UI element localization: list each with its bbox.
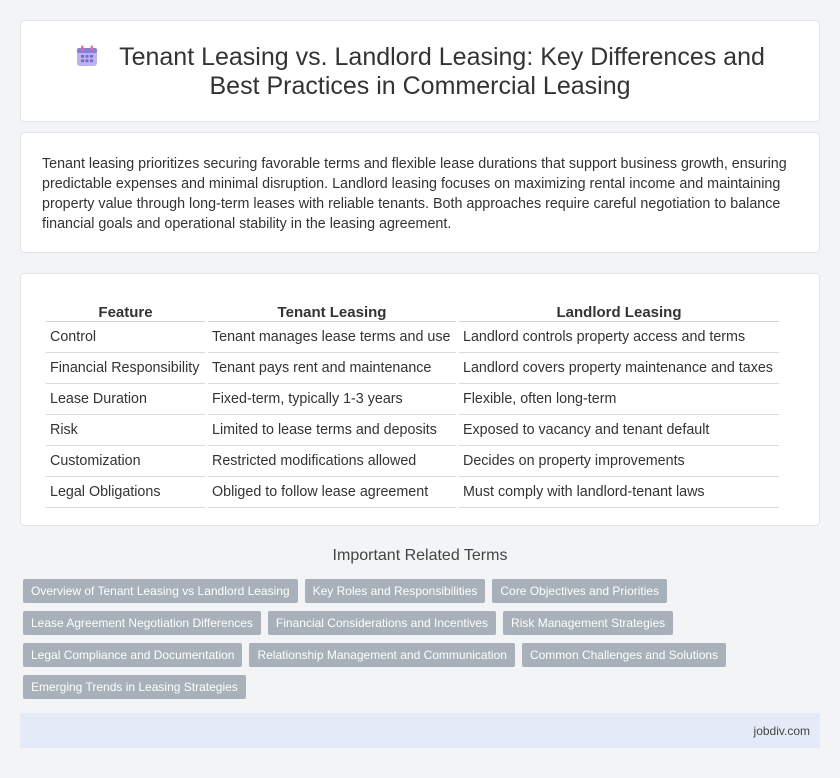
cell-feature: Control — [46, 322, 205, 353]
calendar-icon — [75, 44, 99, 68]
cell-tenant: Tenant pays rent and maintenance — [208, 353, 456, 384]
table-row — [46, 322, 779, 353]
table-row — [46, 446, 779, 477]
table-row — [46, 415, 779, 446]
footer-site-link[interactable]: jobdiv.com — [753, 724, 810, 738]
related-term-tag[interactable]: Financial Considerations and Incentives — [268, 611, 496, 635]
cell-feature: Legal Obligations — [46, 477, 205, 508]
page-title-wrap — [21, 43, 819, 101]
cell-landlord: Decides on property improvements — [459, 446, 779, 477]
header-tenant-leasing: Tenant Leasing — [208, 295, 456, 322]
related-term-tag[interactable]: Common Challenges and Solutions — [522, 643, 726, 667]
cell-landlord: Landlord covers property maintenance and taxes — [459, 353, 779, 384]
cell-feature: Financial Responsibility — [46, 353, 205, 384]
related-terms-list — [23, 579, 823, 699]
related-term-tag[interactable]: Key Roles and Responsibilities — [305, 579, 486, 603]
table-row — [46, 353, 779, 384]
footer-bar — [20, 713, 820, 748]
cell-landlord: Exposed to vacancy and tenant default — [459, 415, 779, 446]
table-header-row — [46, 295, 779, 322]
related-terms-title: Important Related Terms — [332, 547, 508, 564]
header-landlord-leasing: Landlord Leasing — [459, 295, 779, 322]
related-term-tag[interactable]: Overview of Tenant Leasing vs Landlord Leasing — [23, 579, 298, 603]
page-title: Tenant Leasing vs. Landlord Leasing: Key Differences and Best Practices in Commercial Leasing — [119, 43, 765, 100]
cell-landlord: Landlord controls property access and terms — [459, 322, 779, 353]
cell-feature: Customization — [46, 446, 205, 477]
cell-tenant: Restricted modifications allowed — [208, 446, 456, 477]
related-term-tag[interactable]: Core Objectives and Priorities — [492, 579, 667, 603]
cell-tenant: Tenant manages lease terms and use — [208, 322, 456, 353]
related-term-tag[interactable]: Relationship Management and Communication — [249, 643, 514, 667]
related-term-tag[interactable]: Emerging Trends in Leasing Strategies — [23, 675, 246, 699]
table-row — [46, 384, 779, 415]
title-card — [20, 20, 820, 122]
cell-feature: Lease Duration — [46, 384, 205, 415]
intro-card — [20, 132, 820, 253]
cell-tenant: Obliged to follow lease agreement — [208, 477, 456, 508]
related-term-tag[interactable]: Legal Compliance and Documentation — [23, 643, 242, 667]
intro-paragraph: Tenant leasing prioritizes securing favorable terms and flexible lease durations that support business growth, ensuring predictable expenses and minimal disruption. Landlord leasing focuses on maximizing rental income and maintaining property value through long-term leases with reliable tenants. Both approaches require careful negotiation to balance financial goals and operational stability in the leasing agreement. — [42, 156, 787, 232]
header-feature: Feature — [46, 295, 205, 322]
cell-tenant: Fixed-term, typically 1-3 years — [208, 384, 456, 415]
related-term-tag[interactable]: Lease Agreement Negotiation Differences — [23, 611, 261, 635]
table-row — [46, 477, 779, 508]
comparison-table-card — [20, 273, 820, 526]
cell-tenant: Limited to lease terms and deposits — [208, 415, 456, 446]
related-term-tag[interactable]: Risk Management Strategies — [503, 611, 673, 635]
cell-landlord: Flexible, often long-term — [459, 384, 779, 415]
cell-feature: Risk — [46, 415, 205, 446]
comparison-table — [43, 295, 782, 508]
cell-landlord: Must comply with landlord-tenant laws — [459, 477, 779, 508]
